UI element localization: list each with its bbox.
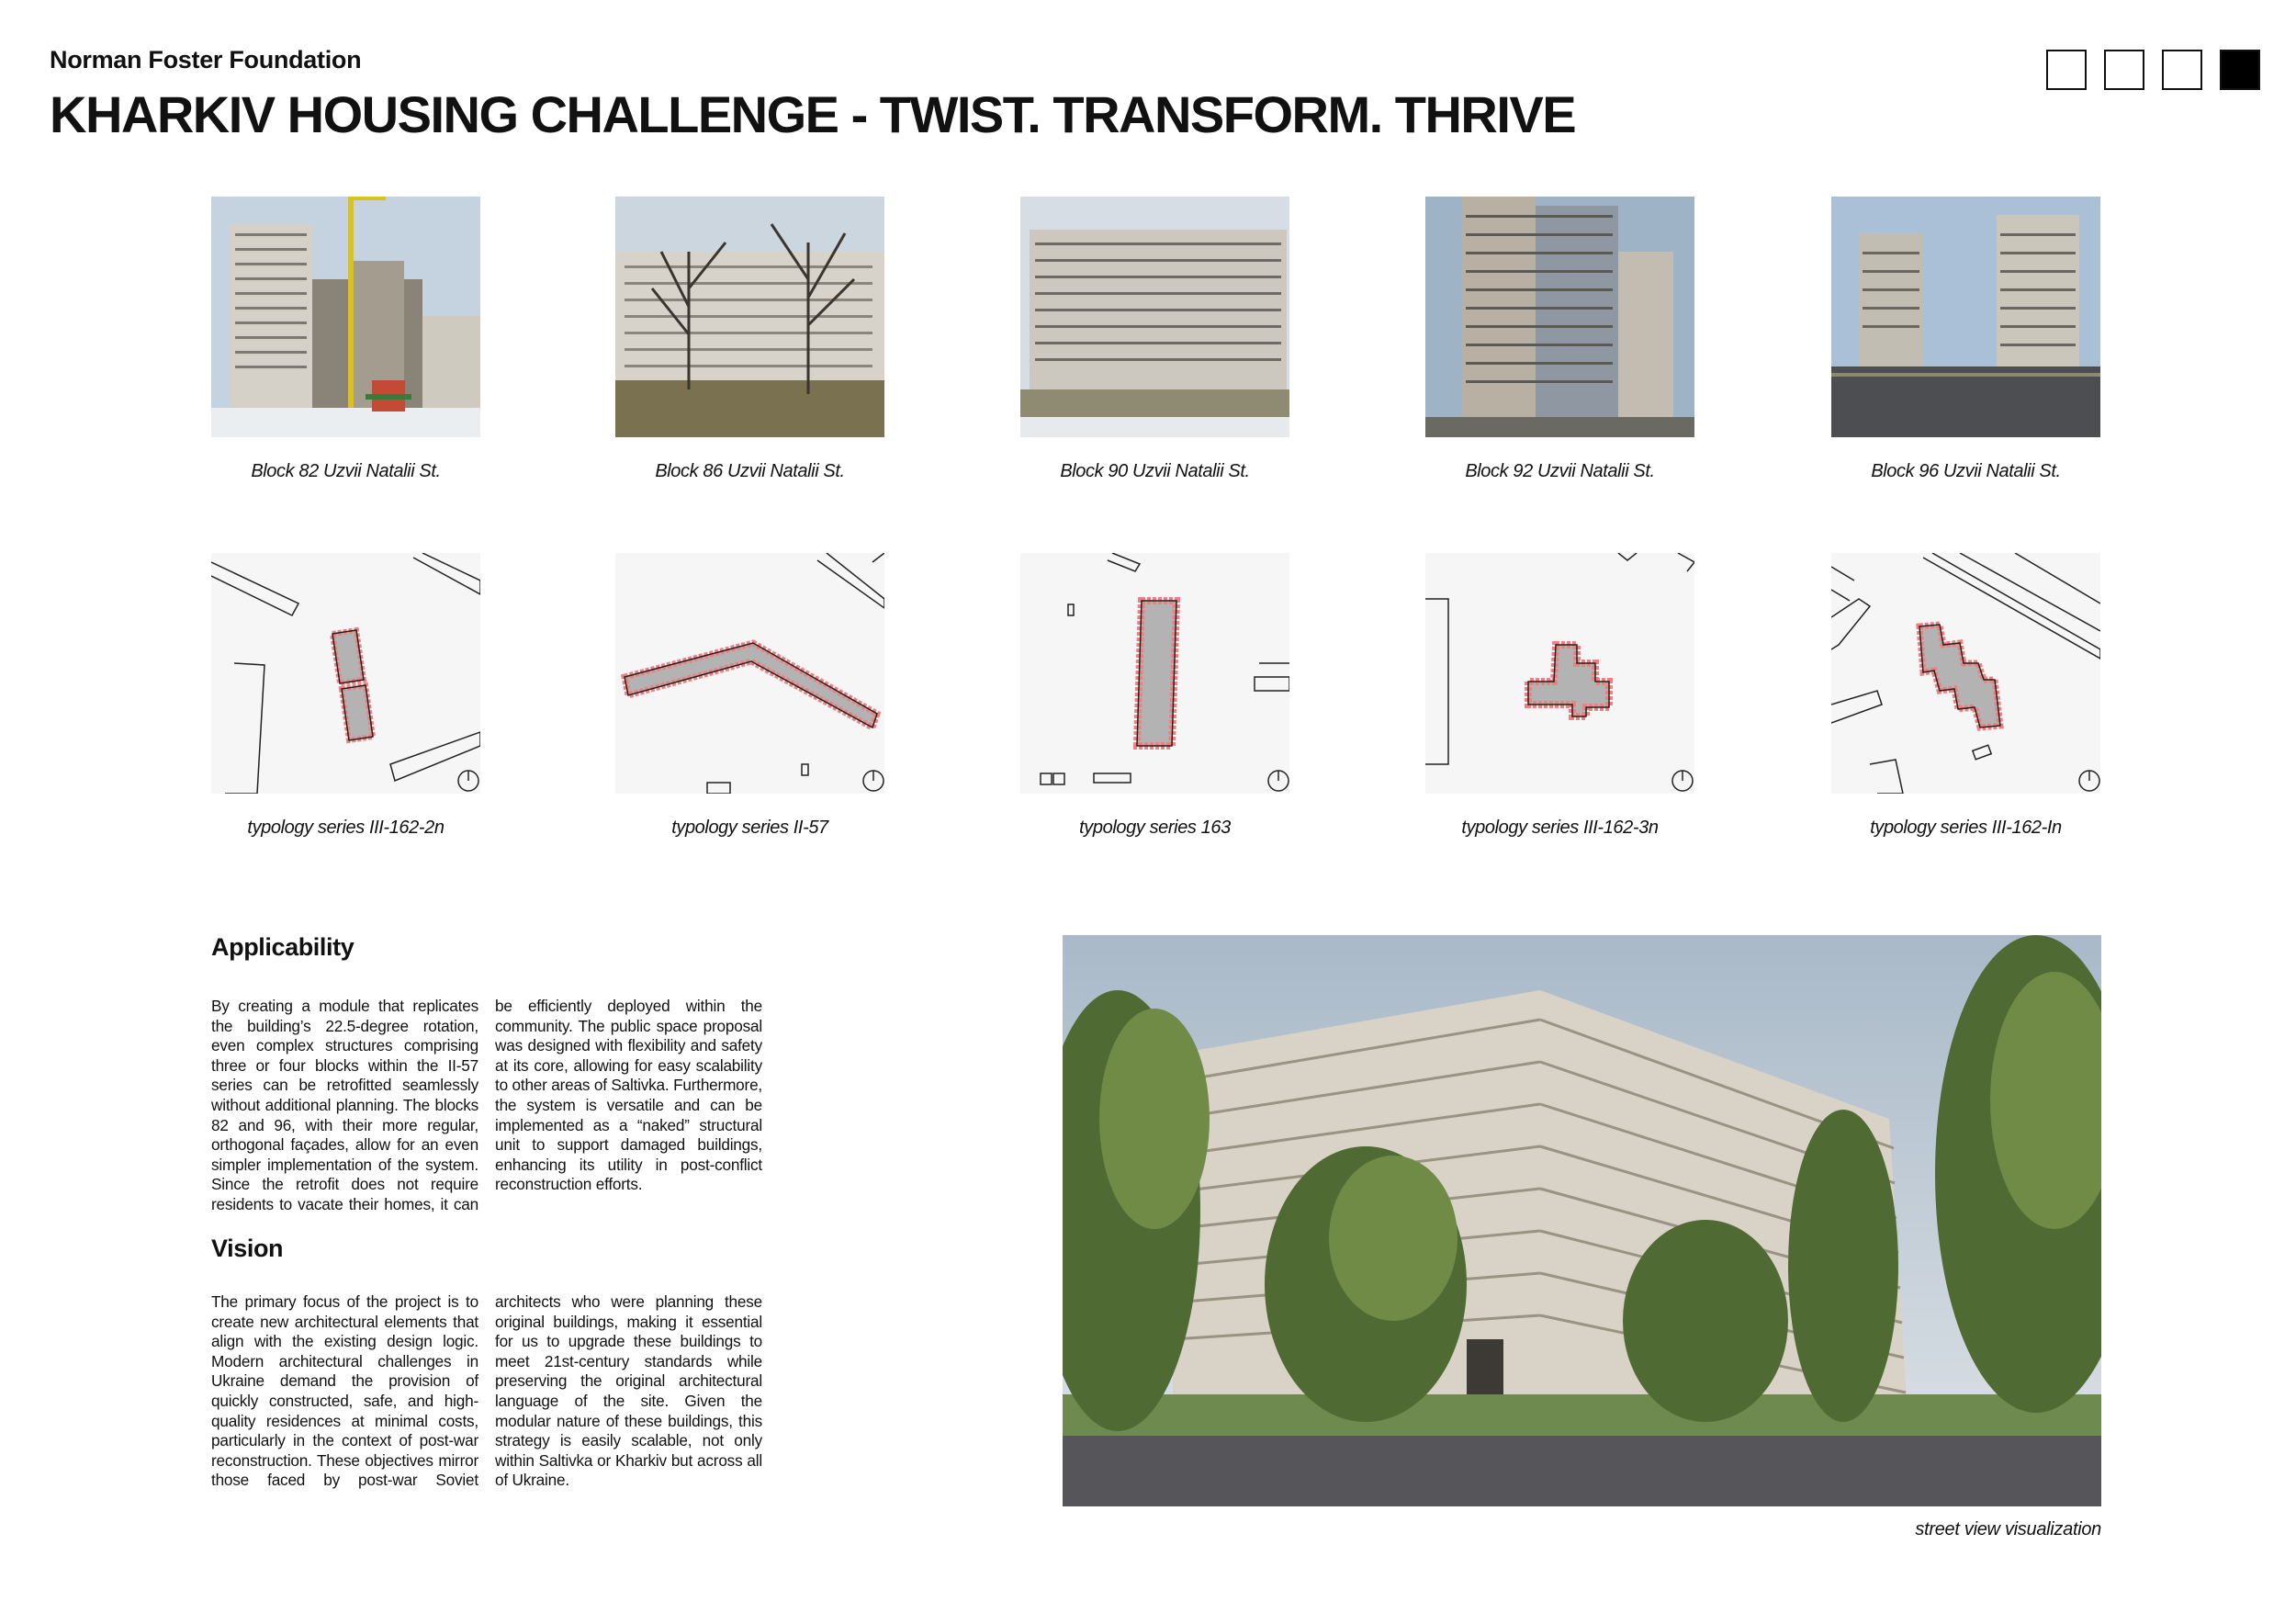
- plan-caption: typology series III-162-2n: [247, 818, 445, 838]
- photo-block-96: [1831, 197, 2100, 437]
- photo-caption: Block 96 Uzvii Natalii St.: [1871, 461, 2061, 481]
- applicability-heading: Applicability: [211, 933, 355, 961]
- page-4-button[interactable]: [2220, 50, 2260, 90]
- street-view-render: [1063, 935, 2101, 1506]
- render-caption: street view visualization: [1915, 1519, 2101, 1539]
- photo-block-82: [211, 197, 480, 437]
- organization-name: Norman Foster Foundation: [50, 46, 362, 73]
- site-plan-ii-57: [615, 553, 884, 794]
- page-title: KHARKIV HOUSING CHALLENGE - TWIST. TRANSFORM. THRIVE: [50, 85, 1576, 143]
- plan-caption: typology series III-162-3n: [1461, 818, 1659, 838]
- plan-caption: typology series 163: [1079, 818, 1231, 838]
- photo-block-86: [615, 197, 884, 437]
- applicability-text: By creating a module that replicates the building’s 22.5-degree rotation, even complex structures comprising three or four blocks within the II-57 series can be retrofitted seamlessly without additional planning. The blocks 82 and 96, with their more regular, orthogonal façades, allow for an even simpler implementation of the system. Since the retrofit does not require residents to vacate their homes, it can be efficiently deployed within the community. The public space proposal was designed with flexibility and safety at its core, allowing for easy scalability to other areas of Saltivka. Furthermore, the system is versatile and can be implemented as a “naked” structural unit to support damaged buildings, enhancing its utility in post-conflict reconstruction efforts.: [211, 997, 763, 1213]
- site-plan-iii-162-3n: [1425, 553, 1694, 794]
- vision-heading: Vision: [211, 1235, 284, 1262]
- photo-caption: Block 90 Uzvii Natalii St.: [1060, 461, 1250, 481]
- page-2-button[interactable]: [2104, 50, 2144, 90]
- photo-caption: Block 92 Uzvii Natalii St.: [1465, 461, 1655, 481]
- site-plan-163: [1020, 553, 1289, 794]
- plan-caption: typology series II-57: [671, 818, 828, 838]
- vision-text: The primary focus of the project is to create new architectural elements that align with the existing design logic. Modern architectural challenges in Ukraine demand the provision of quickly constructed, safe, and high-quality residences at minimal costs, particularly in the context of post-war reconstruction. These objectives mirror those faced by post-war Soviet architects who were planning these original buildings, making it essential for us to upgrade these buildings to meet 21st-century standards while preserving the original architectural language of the site. Given the modular nature of these buildings, this strategy is easily scalable, not only within Saltivka or Kharkiv but across all of Ukraine.: [211, 1292, 762, 1490]
- page-3-button[interactable]: [2162, 50, 2202, 90]
- plan-caption: typology series III-162-In: [1870, 818, 2062, 838]
- photo-block-90: [1020, 197, 1289, 437]
- photo-caption: Block 82 Uzvii Natalii St.: [251, 461, 441, 481]
- site-plan-iii-162-2n: [211, 553, 480, 794]
- page-navigation: [2046, 50, 2260, 90]
- photo-caption: Block 86 Uzvii Natalii St.: [655, 461, 845, 481]
- site-plan-iii-162-in: [1831, 553, 2100, 794]
- page-1-button[interactable]: [2046, 50, 2087, 90]
- photo-block-92: [1425, 197, 1694, 437]
